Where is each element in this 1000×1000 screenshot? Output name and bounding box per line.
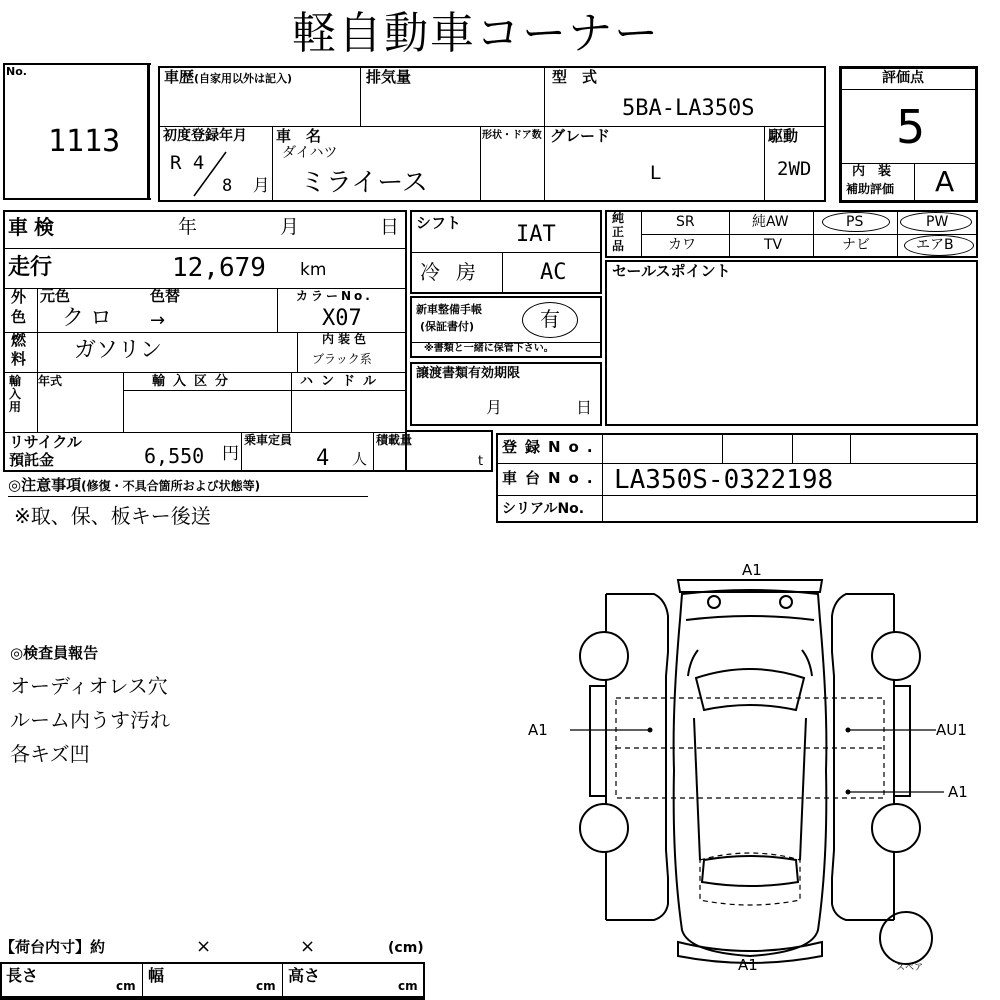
cargo-label: 【荷台内寸】約 [0, 938, 106, 956]
recycle-label-1: リサイクル [9, 433, 82, 451]
genuine-navi: ナビ [842, 237, 870, 253]
inspector-line-2: ルーム内うす汚れ [10, 708, 170, 732]
car-diagram [570, 560, 990, 980]
aircon-value: AC [540, 260, 567, 285]
inspection-label: 車検 [8, 215, 60, 239]
inspector-line-1: オーディオレス穴 [10, 674, 168, 698]
notes-underline [8, 496, 368, 497]
genuine-leather: カワ [668, 237, 696, 253]
genuine-label-2: 正 [612, 225, 625, 239]
interior-score-label-2: 補助評価 [846, 182, 895, 196]
import-year-label: 年式 [38, 374, 63, 388]
spare-label: スペア [896, 963, 924, 973]
model-code-value: 5BA-LA350S [622, 96, 755, 121]
capacity-value: 4 [316, 446, 330, 471]
drive-label: 駆動 [768, 127, 799, 145]
lot-label: No. [6, 65, 27, 78]
cargo-width-unit: cm [256, 979, 276, 993]
inspection-month-label: 月 [280, 216, 300, 238]
exterior-label-2: 色 [11, 308, 27, 326]
damage-right-upper: AU1 [936, 721, 967, 739]
recycle-value: 6,550 [144, 444, 205, 468]
damage-right-lower: A1 [948, 783, 968, 801]
serial-label: シリアルNo. [502, 501, 585, 517]
recycle-label-2: 預託金 [9, 451, 55, 469]
load-box [405, 430, 493, 472]
inspection-day-label: 日 [380, 216, 400, 238]
aircon-label: 冷房 [420, 260, 492, 284]
orig-color-value: クロ [62, 306, 119, 331]
notes-label: ◎注意事項(修復・不具合箇所および状態等) [8, 476, 261, 494]
sales-point-label: セールスポイント [612, 262, 731, 280]
manual-label-2: (保証書付) [420, 320, 475, 333]
displacement-label: 排気量 [366, 68, 412, 86]
genuine-sr: SR [676, 214, 695, 230]
sales-point-box [605, 260, 978, 426]
interior-score-value: A [935, 165, 955, 198]
transfer-day-label: 日 [576, 398, 593, 417]
page-title: 軽自動車コーナー [292, 8, 660, 59]
first-reg-era: R 4 [170, 152, 205, 174]
color-no-label: カラーNo. [296, 289, 373, 303]
cargo-x1: × [196, 936, 212, 957]
genuine-aw: 純AW [752, 214, 789, 230]
cargo-box [0, 962, 425, 1000]
transfer-month-label: 月 [486, 398, 503, 417]
genuine-airbag: エアB [916, 237, 954, 253]
recycle-unit: 円 [222, 444, 239, 464]
first-reg-month: 8 月 [222, 176, 270, 196]
import-class-label: 輸入区分 [152, 374, 237, 389]
manual-label-1: 新車整備手帳 [416, 303, 482, 316]
capacity-unit: 人 [352, 450, 368, 468]
manual-note: ※書類と一緒に保管下さい。 [424, 343, 554, 354]
shift-label: シフト [416, 214, 462, 232]
genuine-pw: PW [926, 214, 949, 230]
fuel-label-1: 燃 [11, 331, 27, 349]
score-label: 評価点 [882, 70, 924, 86]
grade-label: グレード [550, 127, 611, 145]
genuine-tv: TV [764, 237, 783, 253]
history-label: 車歴(自家用以外は記入) [164, 68, 293, 86]
inspector-label: ◎検査員報告 [10, 644, 99, 662]
fuel-value: ガソリン [74, 338, 163, 363]
damage-rear: A1 [738, 956, 758, 974]
fuel-label-2: 料 [11, 350, 27, 368]
manual-value: 有 [540, 307, 560, 331]
lot-number: 1113 [48, 124, 121, 159]
cargo-width-label: 幅 [148, 966, 165, 985]
orig-color-label: 元色 [40, 287, 71, 305]
damage-left: A1 [528, 721, 548, 739]
load-label: 積載量 [376, 433, 413, 447]
chassis-label: 車台No. [502, 469, 601, 487]
cargo-height-unit: cm [398, 979, 418, 993]
car-name-label: 車 名 [276, 127, 322, 145]
change-arrow: → [150, 310, 166, 331]
body-doors-label: 形状・ドア数 [482, 130, 542, 141]
cargo-unit: (cm) [388, 940, 424, 956]
capacity-label: 乗車定員 [244, 433, 293, 447]
inspection-year-label: 年 [178, 216, 198, 238]
import-label: 輸入用 [9, 374, 22, 414]
shift-value: IAT [516, 222, 556, 247]
genuine-label-3: 品 [612, 239, 625, 253]
handle-label: ハンドル [300, 374, 385, 389]
model-code-label: 型 式 [552, 68, 598, 86]
change-color-label: 色替 [150, 287, 181, 305]
mileage-label: 走行 [8, 255, 53, 280]
cargo-length-unit: cm [116, 979, 136, 993]
load-unit: t [478, 454, 484, 469]
notes-text: ※取、保、板キー後送 [14, 504, 211, 528]
cargo-length-label: 長さ [6, 966, 39, 985]
mileage-value: 12,679 [172, 253, 266, 283]
mileage-unit: km [300, 260, 327, 280]
car-maker: ダイハツ [282, 145, 338, 161]
genuine-label-1: 純 [612, 211, 625, 225]
cargo-x2: × [300, 936, 316, 957]
chassis-value: LA350S-0322198 [614, 465, 834, 495]
interior-color-label: 内装色 [322, 332, 371, 346]
grade-value: L [650, 162, 661, 184]
interior-color-value: ブラック系 [312, 352, 372, 366]
first-reg-label: 初度登録年月 [163, 128, 247, 144]
interior-score-label-1: 内 装 [852, 164, 892, 179]
score-value: 5 [896, 100, 926, 154]
car-name: ミライース [300, 168, 428, 198]
drive-value: 2WD [777, 158, 812, 180]
color-no-value: X07 [322, 306, 362, 331]
genuine-ps: PS [846, 214, 864, 230]
transfer-label: 譲渡書類有効期限 [416, 366, 521, 381]
registration-label: 登録No. [502, 438, 601, 456]
inspector-line-3: 各キズ凹 [10, 742, 90, 766]
cargo-height-label: 高さ [288, 966, 321, 985]
exterior-label-1: 外 [11, 288, 27, 306]
damage-front: A1 [742, 561, 762, 579]
